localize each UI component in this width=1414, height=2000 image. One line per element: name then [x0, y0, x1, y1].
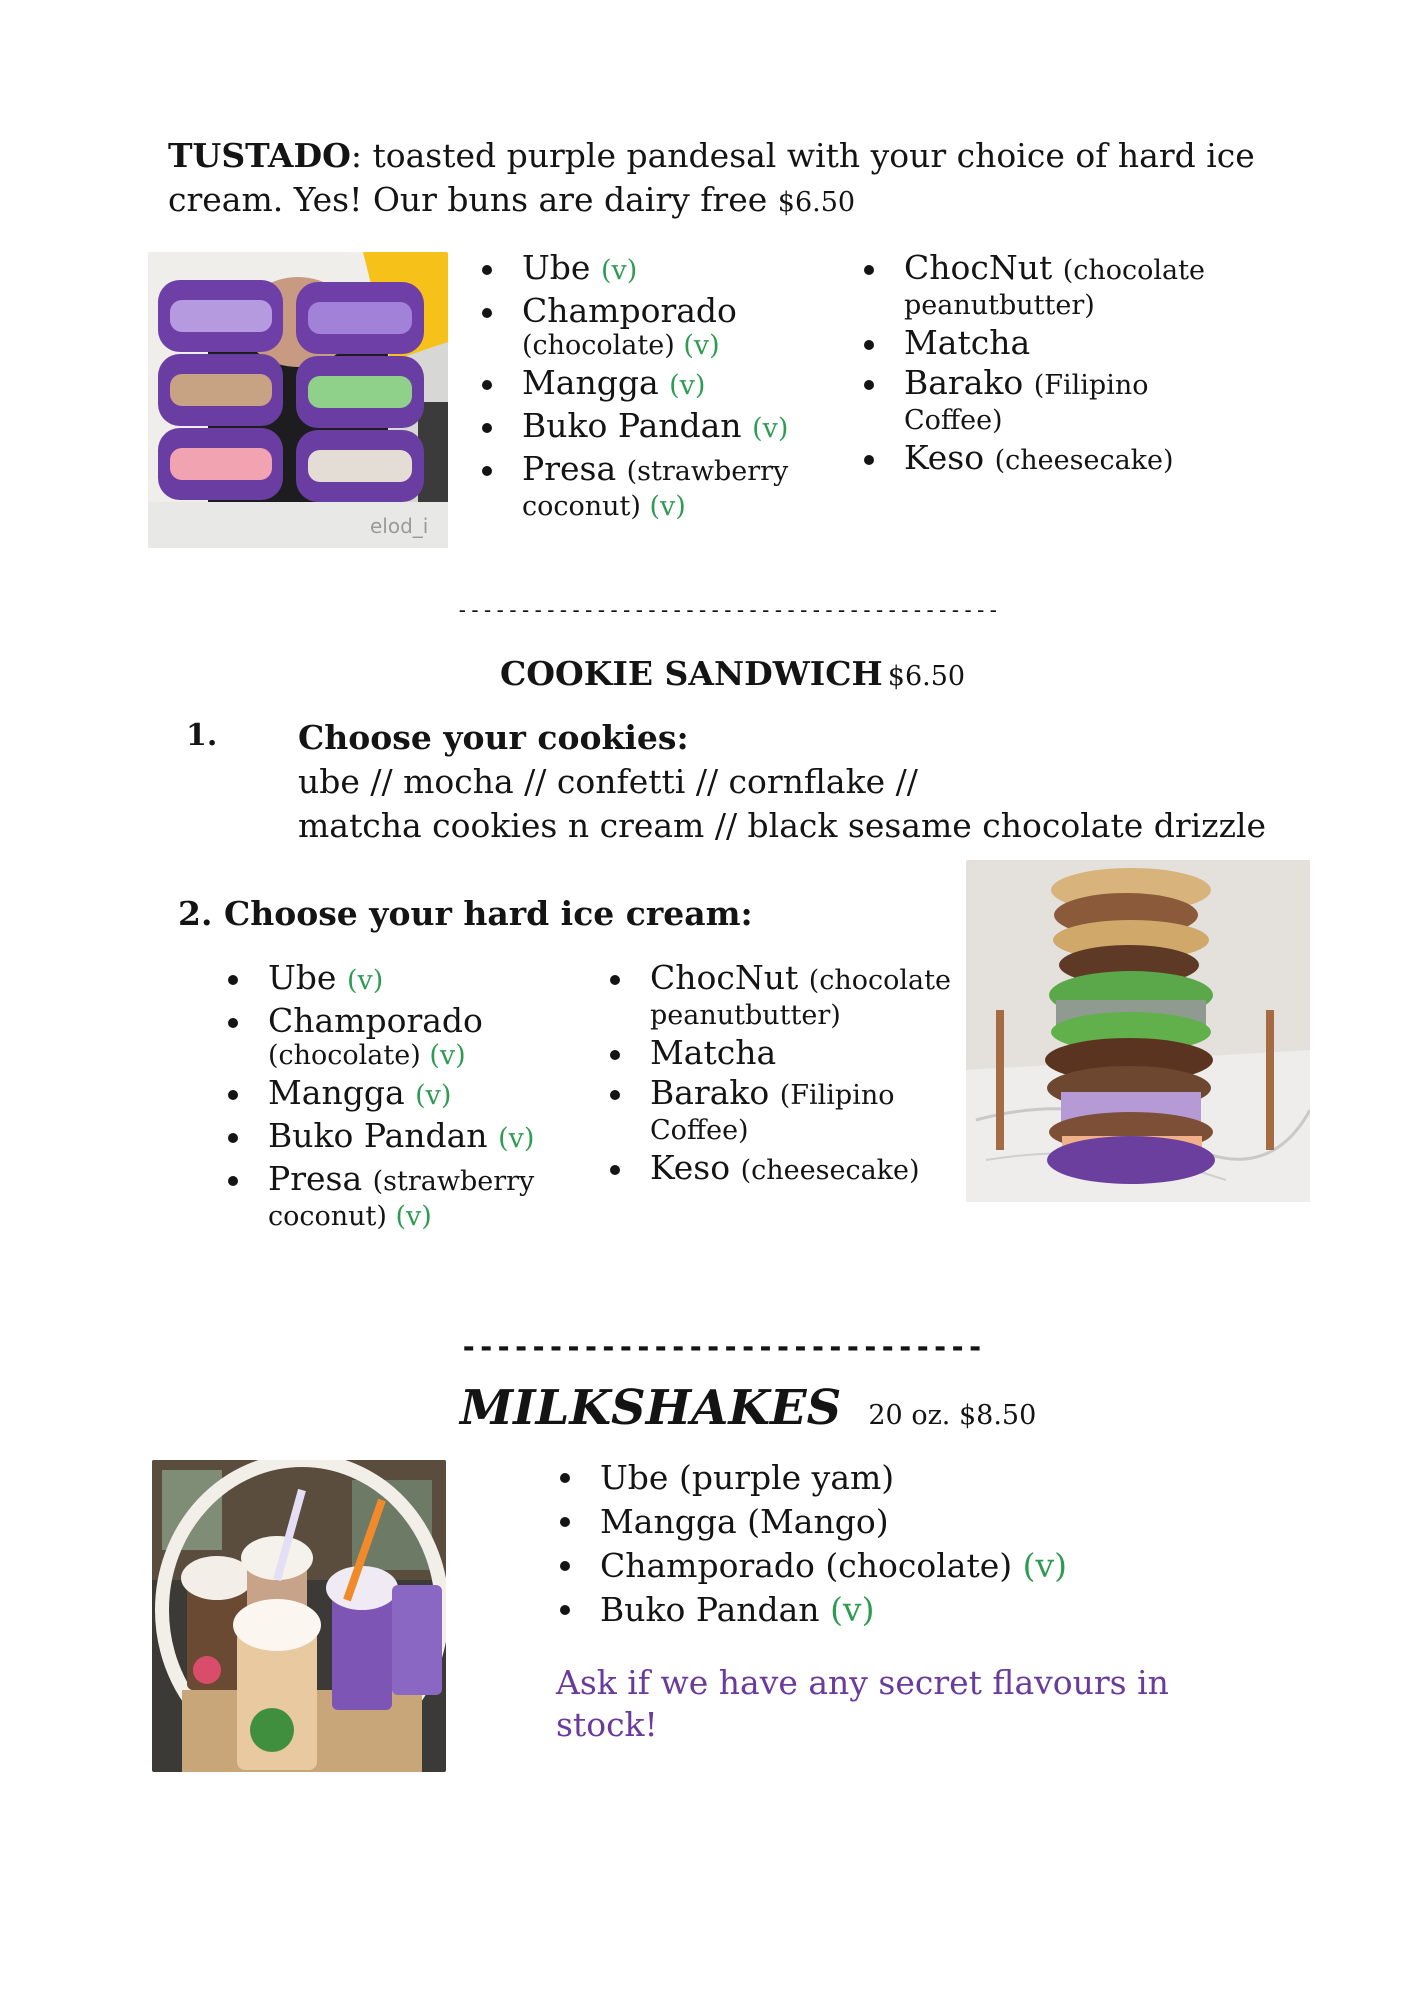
- list-item: Matcha: [606, 1033, 966, 1073]
- section-title: MILKSHAKES: [460, 1380, 842, 1436]
- list-item: Barako (Filipino Coffee): [606, 1073, 966, 1148]
- cookie-sandwich-photo: [966, 860, 1310, 1202]
- cookie-step-1: [298, 716, 1398, 848]
- page-title: COOKIE SANDWICH: [500, 654, 883, 693]
- step-title: 2. Choose your hard ice cream:: [178, 894, 753, 933]
- list-item: ChocNut (chocolate peanutbutter): [606, 958, 966, 1033]
- photo-watermark: elod_i: [370, 514, 429, 538]
- list-item: Ube (purple yam): [556, 1456, 1256, 1500]
- secret-flavours-note: Ask if we have any secret flavours in stock!: [556, 1663, 1169, 1744]
- milkshake-size-price: 20 oz. $8.50: [868, 1400, 1037, 1431]
- list-item: Matcha: [860, 323, 1240, 363]
- list-item: Presa (strawberry coconut) (v): [478, 449, 838, 524]
- list-item: ChocNut (chocolate peanutbutter): [860, 248, 1240, 323]
- list-item: Presa (strawberry coconut) (v): [224, 1159, 584, 1234]
- cookie-flavor-list-right: [606, 958, 966, 1191]
- step-number: 1.: [186, 718, 218, 753]
- milkshake-flavor-list: [556, 1456, 1256, 1632]
- milkshake-photo: [152, 1460, 446, 1772]
- list-item: Buko Pandan (v): [556, 1588, 1256, 1632]
- list-item: Champorado (chocolate) (v): [556, 1544, 1256, 1588]
- cookie-options: ube // mocha // confetti // cornflake //: [298, 762, 918, 801]
- list-item: Ube (v): [224, 958, 584, 1001]
- list-item: Champorado (chocolate) (v): [478, 291, 838, 363]
- list-item: Keso (cheesecake): [606, 1148, 966, 1191]
- list-item: Buko Pandan (v): [224, 1116, 584, 1159]
- tustado-flavor-list-right: [860, 248, 1240, 481]
- cookie-flavor-list-left: [224, 958, 584, 1234]
- list-item: Keso (cheesecake): [860, 438, 1240, 481]
- milkshakes-heading: [460, 1380, 1036, 1436]
- cookie-price: $6.50: [887, 661, 966, 692]
- cookie-sandwich-heading: [500, 654, 965, 693]
- tustado-description: TUSTADO: toasted purple pandesal with your choice of hard ice cream. Yes! Our buns are dairy free $6.50: [168, 136, 1255, 219]
- list-item: Mangga (v): [224, 1073, 584, 1116]
- list-item: Mangga (Mango): [556, 1500, 1256, 1544]
- list-item: Ube (v): [478, 248, 838, 291]
- list-item: Barako (Filipino Coffee): [860, 363, 1240, 438]
- step-title: Choose your cookies:: [298, 718, 689, 757]
- tustado-flavor-list-left: [478, 248, 838, 524]
- tustado-price: $6.50: [777, 187, 856, 218]
- cookie-options: matcha cookies n cream // black sesame chocolate drizzle: [298, 806, 1267, 845]
- section-divider: ------------------------------: [460, 1330, 984, 1364]
- list-item: Mangga (v): [478, 363, 838, 406]
- section-divider: -------------------------------------------: [456, 598, 1000, 622]
- list-item: Champorado (chocolate) (v): [224, 1001, 584, 1073]
- tustado-title: TUSTADO: [168, 136, 351, 175]
- list-item: Buko Pandan (v): [478, 406, 838, 449]
- tustado-photo: [148, 252, 448, 548]
